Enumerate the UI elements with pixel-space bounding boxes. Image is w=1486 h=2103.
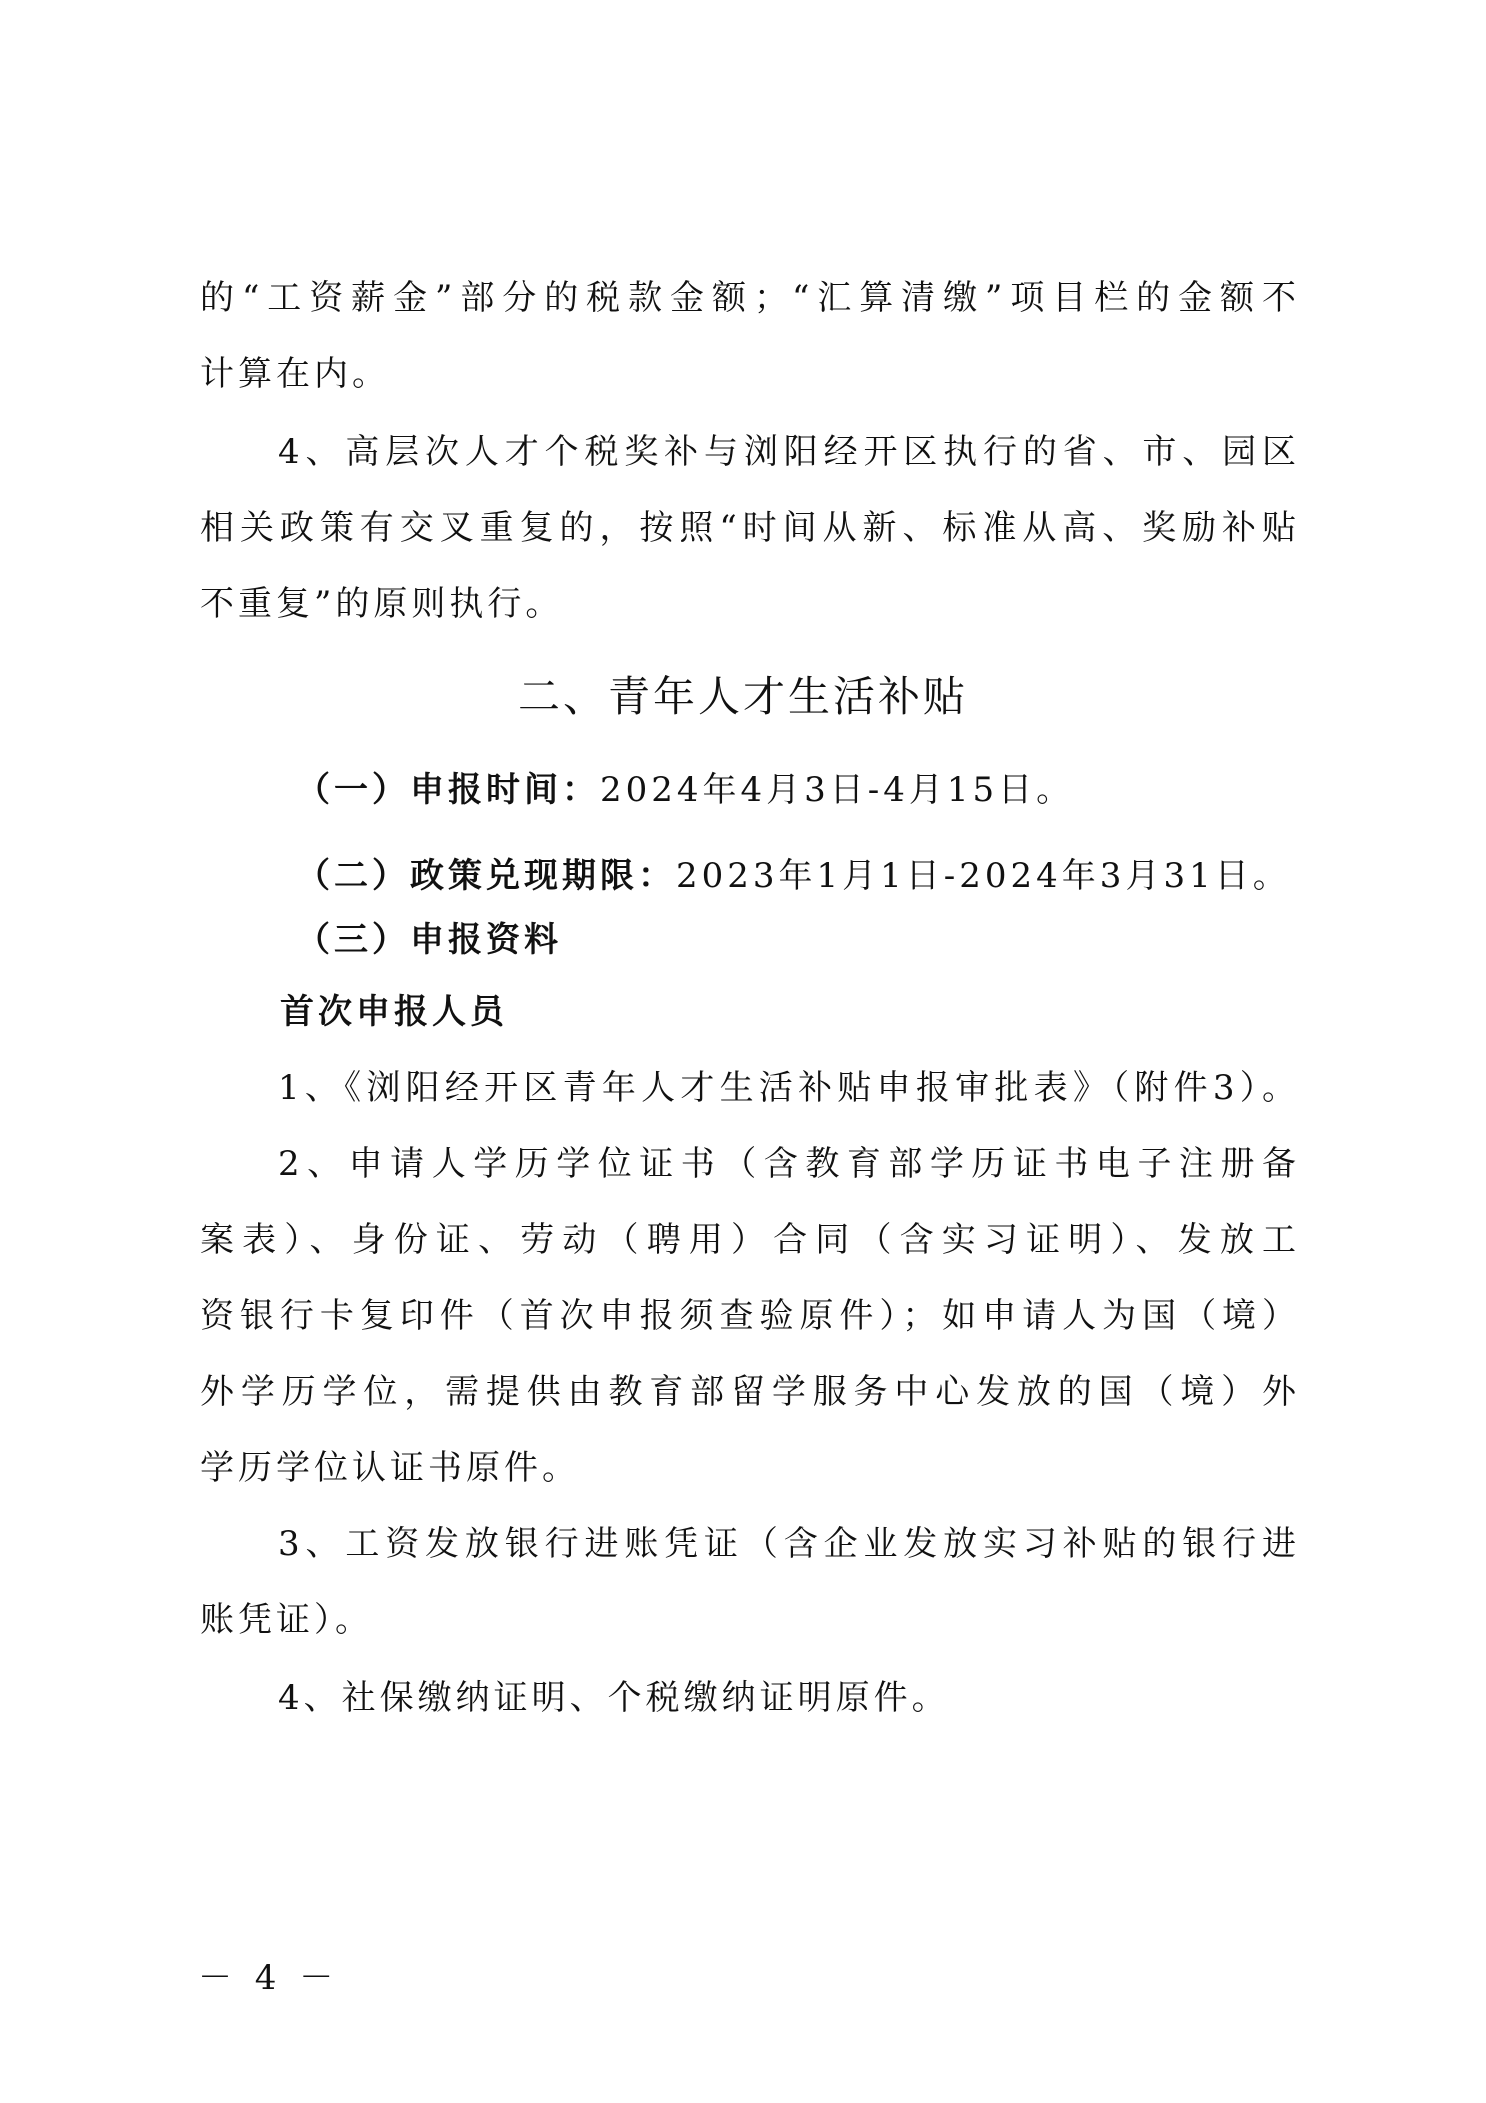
application-time-value: 2024年4月3日-4月15日。 [600, 770, 1075, 810]
page-number: － 4 － [198, 1958, 340, 1998]
materials-heading: （三）申报资料 [296, 920, 562, 960]
material-item-continued: 资银行卡复印件（首次申报须查验原件）；如申请人为国（境） [200, 1296, 1300, 1336]
material-item-continued: 外学历学位，需提供由教育部留学服务中心发放的国（境）外 [200, 1372, 1300, 1412]
material-item: 3、工资发放银行进账凭证（含企业发放实习补贴的银行进 [278, 1524, 1300, 1564]
policy-period [296, 854, 1291, 898]
first-applicants-heading: 首次申报人员 [280, 992, 508, 1032]
material-item: 4、社保缴纳证明、个税缴纳证明原件。 [278, 1678, 950, 1718]
text-line: 不重复”的原则执行。 [200, 584, 564, 624]
application-time [296, 768, 1074, 812]
policy-period-label: （二）政策兑现期限： [296, 856, 676, 896]
application-time-label: （一）申报时间： [296, 770, 600, 810]
policy-period-value: 2023年1月1日-2024年3月31日。 [676, 856, 1291, 896]
material-item: 1、《浏阳经开区青年人才生活补贴申报审批表》（附件3）。 [278, 1068, 1300, 1108]
text-line: 的“工资薪金”部分的税款金额；“汇算清缴”项目栏的金额不 [200, 278, 1300, 318]
material-item-continued: 案表）、身份证、劳动（聘用）合同（含实习证明）、发放工 [200, 1220, 1300, 1260]
material-item-continued: 账凭证）。 [200, 1600, 373, 1640]
text-line: 相关政策有交叉重复的，按照“时间从新、标准从高、奖励补贴 [200, 508, 1300, 548]
text-line: 4、高层次人才个税奖补与浏阳经开区执行的省、市、园区 [278, 432, 1300, 472]
section-title: 二、青年人才生活补贴 [517, 672, 968, 721]
material-item: 2、申请人学历学位证书（含教育部学历证书电子注册备 [278, 1144, 1300, 1184]
material-item-continued: 学历学位认证书原件。 [200, 1448, 580, 1488]
text-line: 计算在内。 [200, 354, 390, 394]
